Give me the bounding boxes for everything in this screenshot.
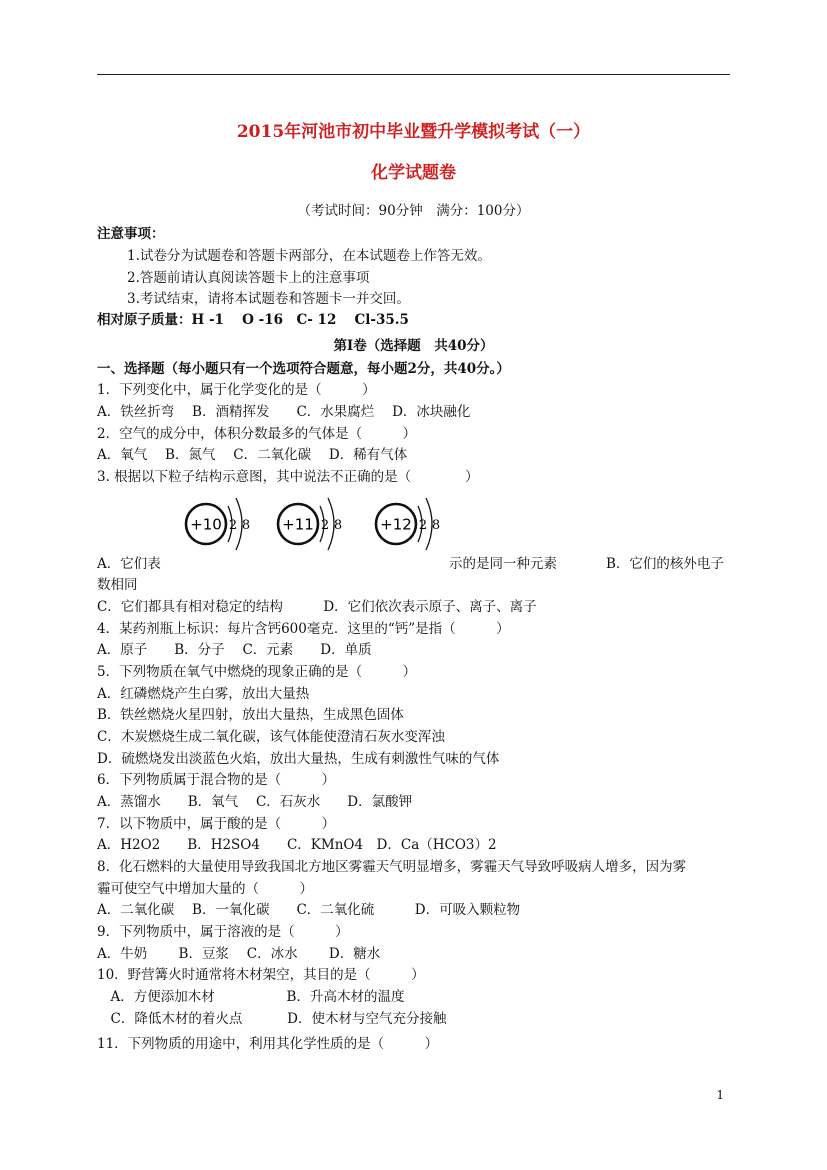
question-line: 1．下列变化中，属于化学变化的是（ ） [97,382,376,398]
section-heading: 一、选择题（每小题只有一个选项符合题意，每小题2分，共40分。） [97,361,510,377]
question-line: B．铁丝燃烧火星四射，放出大量热，生成黑色固体 [97,707,404,723]
question-line: 7．以下物质中，属于酸的是（ ） [97,816,336,832]
atom-diagram-1 [186,498,250,550]
exam-title: 2015年河池市初中毕业暨升学模拟考试（一） [236,122,591,142]
q3-option-a-left: A．它们表 [97,556,161,572]
question-line: A．H2O2 B．H2SO4 C．KMnO4 D．Ca（HCO3）2 [97,837,497,853]
shell-count: 8 [431,518,441,533]
shell-count: 8 [333,518,343,533]
shell-count: 2 [418,518,428,533]
question-line: A．牛奶 B．豆浆 C．冰水 D．糖水 [97,946,381,962]
nucleus-label: +10 [190,515,222,534]
question-line: 4．某药剂瓶上标识：每片含钙600毫克．这里的“钙”是指（ ） [97,621,510,637]
shell-count: 2 [228,518,238,533]
question-line: 6．下列物质属于混合物的是（ ） [97,772,336,788]
question-line: 8．化石燃料的大量使用导致我国北方地区雾霾天气明显增多，雾霾天气导致呼吸病人增多，因为雾 [97,859,687,875]
question-line: D．硫燃烧发出淡蓝色火焰，放出大量热，生成有刺激性气味的气体 [97,751,500,767]
question-line: 10．野营篝火时通常将木材架空，其目的是（ ） [97,967,425,983]
question-line: 11．下列物质的用途中，利用其化学性质的是（ ） [97,1036,439,1052]
note-item: 1.试卷分为试题卷和答题卡两部分，在本试题卷上作答无效。 [127,248,491,264]
question-line: A．蒸馏水 B．氧气 C．石灰水 D．氯酸钾 [97,794,413,810]
page-number: 1 [716,1088,724,1102]
question-line: 5．下列物质在氧气中燃烧的现象正确的是（ ） [97,664,417,680]
question-line: A．铁丝折弯 B．酒精挥发 C．水果腐烂 D．冰块融化 [97,404,471,420]
q3-option-b: B．它们的核外电子 [606,556,724,572]
q3-options-cd: C．它们都具有相对稳定的结构 D．它们依次表示原子、离子、离子 [97,599,537,615]
question-line: A．氧气 B．氮气 C．二氧化碳 D．稀有气体 [97,447,408,463]
question-line: A．方便添加木材 B．升高木材的温度 [97,989,405,1005]
question-line: C．降低木材的着火点 D．使木材与空气充分接触 [97,1011,447,1027]
question-line: 霾可使空气中增加大量的（ ） [97,881,313,897]
question-line: 9．下列物质中，属于溶液的是（ ） [97,924,349,940]
notes-heading: 注意事项： [97,226,165,242]
atomic-masses: 相对原子质量：H -1 O -16 C- 12 Cl-35.5 [97,312,409,328]
question-line: A．原子 B．分子 C．元素 D．单质 [97,642,372,658]
question-line: A．二氧化碳 B．一氧化碳 C．二氧化硫 D．可吸入颗粒物 [97,902,521,918]
question-line: 3. 根据以下粒子结构示意图，其中说法不正确的是（ ） [97,469,479,485]
atom-diagram-3 [376,498,440,550]
q3-option-a-right: 示的是同一种元素 [449,556,557,572]
question-line: C．木炭燃烧生成二氧化碳，该气体能使澄清石灰水变浑浊 [97,729,445,745]
particle-structure-diagrams [170,494,460,554]
nucleus-label: +11 [282,515,314,534]
question-line: 2．空气的成分中，体积分数最多的气体是（ ） [97,426,417,442]
header-rule [97,74,730,75]
note-item: 3.考试结束，请将本试题卷和答题卡一并交回。 [127,291,410,307]
exam-subtitle: 化学试题卷 [371,163,456,183]
shell-count: 8 [241,518,251,533]
note-item: 2.答题前请认真阅读答题卡上的注意事项 [127,270,370,286]
section-title: 第Ⅰ卷（选择题 共40分） [333,338,494,354]
exam-info: （考试时间：90分钟 满分：100分） [297,203,530,219]
question-line: A．红磷燃烧产生白雾，放出大量热 [97,686,310,702]
atom-diagram-2 [278,498,342,550]
nucleus-label: +12 [380,515,412,534]
shell-count: 2 [320,518,330,533]
q3-option-b-wrap: 数相同 [97,577,138,593]
